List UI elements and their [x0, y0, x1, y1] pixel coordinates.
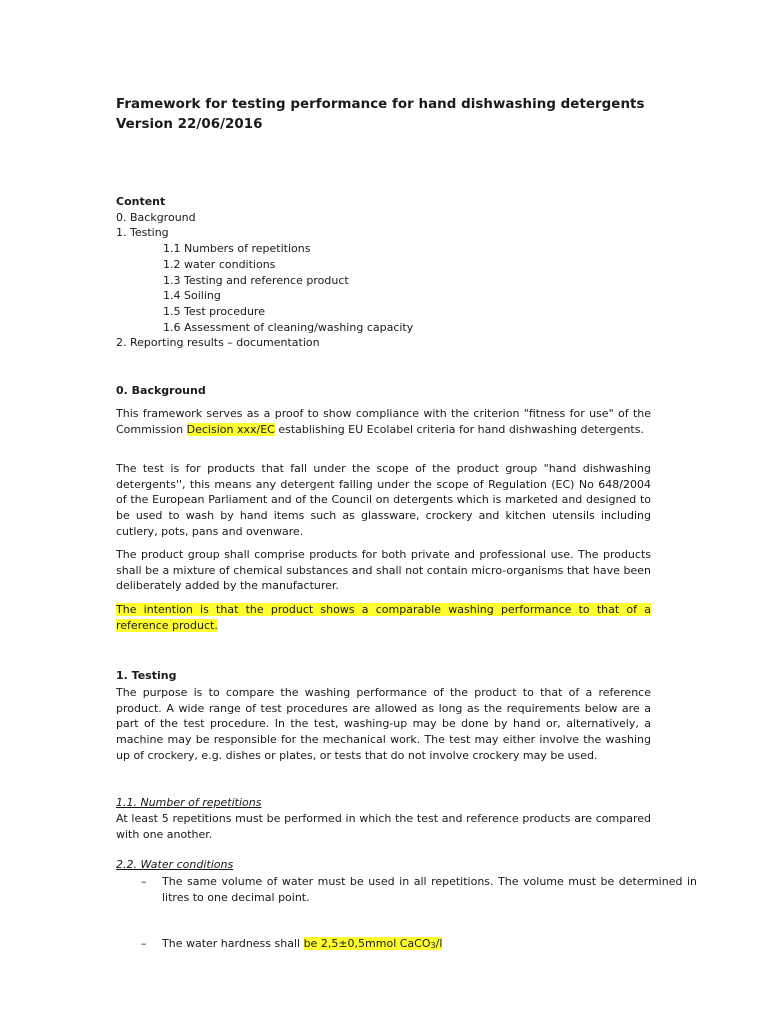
toc-subitem: 1.3 Testing and reference product — [163, 273, 349, 287]
toc-subitem: 1.6 Assessment of cleaning/washing capacity — [163, 320, 414, 334]
water-hardness-highlight — [304, 937, 443, 950]
bullet-text-2: The water hardness shall — [162, 937, 304, 951]
title-line-1: Framework for testing performance for hand dishwashing detergents — [116, 97, 645, 112]
background-p1-text: This framework serves as a proof to show compliance with the criterion "fitness for use" of the Commission — [116, 407, 651, 436]
background-paragraph-2: The test is for products that fall under the scope of the product group "hand dishwashing detergents'', this means any detergent falling under the scope of Regulation (EC) No 648/2004 of the European Parliament and of the Council on detergents which is marketed and designed to be used to wash by hand items such as glassware, crockery and kitchen utensils including cutlery, pots, pans and ovenware. — [116, 462, 651, 538]
toc-item: 0. Background — [116, 210, 196, 224]
hardness-unit: /l — [435, 937, 443, 951]
water-conditions-title — [116, 857, 651, 873]
toc-subitem: 1.4 Soiling — [163, 289, 221, 303]
hardness-value: be 2,5±0,5mmol CaCO — [303, 937, 431, 951]
subsection-title-1: 1.1. Number of repetitions — [116, 796, 262, 809]
bullet-item-1 — [116, 874, 697, 905]
background-paragraph-3: The product group shall comprise products for both private and professional use. The products shall be a mixture of chemical substances and shall not contain micro-organisms that have been deliberately added by the manufacturer. — [116, 548, 651, 593]
subscript-3: 3 — [430, 941, 436, 951]
document-title — [116, 95, 676, 135]
bullet-item-2 — [116, 936, 697, 952]
background-paragraph-1 — [116, 406, 651, 437]
subsection-title-2: 2.2. Water conditions — [116, 858, 234, 871]
bullet-text-1: The same volume of water must be used in all repetitions. The volume must be determined in litres to one decimal point. — [162, 875, 697, 904]
dash-bullet-icon: – — [141, 937, 147, 951]
decision-highlight: Decision xxx/EC — [186, 422, 275, 436]
number-of-repetitions-title — [116, 795, 651, 811]
table-of-contents — [116, 194, 413, 351]
background-heading: 0. Background — [116, 384, 206, 397]
dash-bullet-icon: – — [141, 875, 147, 888]
content-heading: Content — [116, 195, 166, 208]
testing-heading: 1. Testing — [116, 669, 177, 682]
toc-subitem: 1.2 water conditions — [163, 257, 276, 271]
toc-subitem: 1.1 Numbers of repetitions — [163, 242, 311, 256]
toc-subitem: 1.5 Test procedure — [163, 304, 265, 318]
intention-highlight: The intention is that the product shows a comparable washing performance to that of a reference product. — [116, 603, 651, 632]
title-line-2: Version 22/06/2016 — [116, 117, 263, 132]
testing-paragraph: The purpose is to compare the washing performance of the product to that of a reference product. A wide range of test procedures are allowed as long as the requirements below are a part of the test procedure. In the test, washing-up may be done by hand or, alternatively, a machine may be responsible for the mechanical work. The test may either involve the washing up of crockery, e.g. dishes or plates, or tests that do not involve crockery may be used. — [116, 686, 651, 762]
repetitions-paragraph: At least 5 repetitions must be performed in which the test and reference products are compared with one another. — [116, 812, 651, 841]
background-paragraph-4 — [116, 602, 651, 633]
toc-item: 2. Reporting results – documentation — [116, 336, 320, 350]
toc-item: 1. Testing — [116, 226, 169, 240]
background-p1-text-end: establishing EU Ecolabel criteria for hand dishwashing detergents. — [274, 422, 644, 436]
